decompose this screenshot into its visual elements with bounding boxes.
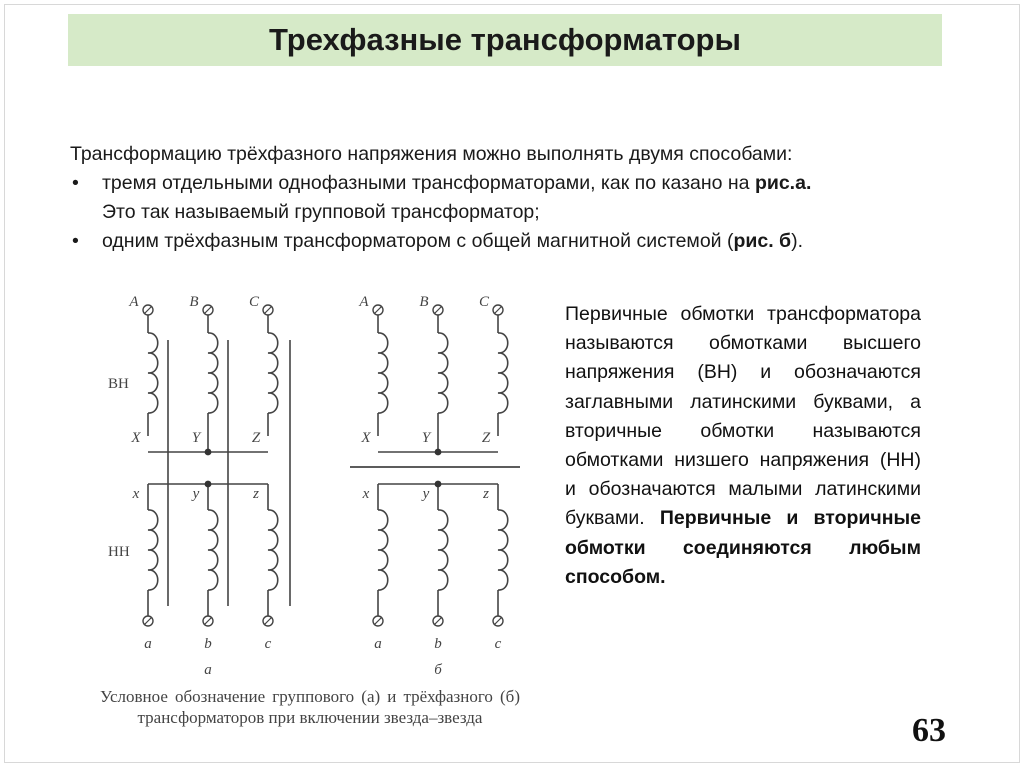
left-label-b: b (204, 636, 212, 652)
slide-title: Трехфазные трансформаторы (269, 22, 741, 57)
right-primary-star-point (435, 449, 442, 456)
side-text-bold: Первичные и вторичные обмотки соединяются любым способом. (565, 507, 921, 588)
method-list (70, 169, 970, 256)
right-label-y: y (422, 486, 430, 502)
page-number: 63 (912, 712, 946, 749)
intro-lead: Трансформацию трёхфазного напряжения можно выполнять двумя способами: (70, 143, 793, 165)
left-lv-label: НН (108, 544, 130, 560)
left-primary-star-point (205, 449, 212, 456)
method-2-ref: рис. б (733, 230, 792, 252)
right-label-A: A (359, 294, 369, 310)
right-secondary-coil-0 (378, 510, 388, 590)
left-label-y: y (192, 486, 200, 502)
right-primary-coil-1 (438, 333, 448, 413)
right-label-Z: Z (481, 430, 491, 446)
right-label-b: b (434, 636, 442, 652)
right-label-X: X (361, 430, 371, 446)
method-1-cont: Это так называемый групповой трансформатор; (102, 201, 540, 223)
left-label-c: c (264, 636, 272, 652)
left-label-a: a (144, 636, 152, 652)
right-primary-coil-0 (378, 333, 388, 413)
right-figure-label: б (434, 662, 442, 678)
left-primary-coil-1 (208, 333, 218, 413)
figure-caption: Условное обозначение группового (а) и трёхфазного (б) трансформаторов при включении звезда–звезда (100, 687, 520, 727)
method-item-group (70, 169, 970, 227)
right-label-Y: Y (421, 430, 431, 446)
right-primary-coil-2 (498, 333, 508, 413)
right-label-c: c (494, 636, 502, 652)
left-secondary-coil-1 (208, 510, 218, 590)
bullet-icon: • (72, 172, 79, 194)
left-hv-label: ВН (108, 376, 129, 392)
method-1-text: тремя отдельными однофазными трансформаторами, как по казано на (102, 172, 755, 194)
method-item-three-phase (70, 227, 970, 256)
left-secondary-star-point (205, 481, 212, 488)
right-label-B: B (419, 294, 429, 310)
transformer-schematic (100, 288, 520, 688)
left-label-B: B (189, 294, 199, 310)
left-primary-coil-2 (268, 333, 278, 413)
side-text-plain: Первичные обмотки трансформатора называются обмотками высшего напряжения (ВН) и обозначаются заглавными латинскими буквами, а вторичные обмотки называются обмотками низшего напряжения (НН) и обозначаются малыми латинскими буквами. (565, 303, 921, 530)
right-label-a: a (374, 636, 382, 652)
left-primary-coil-0 (148, 333, 158, 413)
left-label-z: z (253, 486, 259, 502)
title-bar (68, 14, 942, 66)
method-1-ref: рис.а. (754, 172, 812, 194)
bullet-icon: • (72, 230, 79, 252)
left-label-C: C (248, 294, 260, 310)
side-paragraph (565, 300, 921, 592)
left-label-x: x (132, 486, 140, 502)
side-explanation (565, 300, 921, 592)
right-label-C: C (478, 294, 490, 310)
right-secondary-star-point (435, 481, 442, 488)
right-secondary-coil-2 (498, 510, 508, 590)
intro-text (70, 140, 970, 256)
left-label-A: A (129, 294, 139, 310)
method-2-text: одним трёхфазным трансформатором с общей магнитной системой ( (102, 230, 734, 252)
left-secondary-coil-2 (268, 510, 278, 590)
left-figure-label: а (204, 662, 212, 678)
left-label-X: X (131, 430, 141, 446)
method-2-end: ). (791, 230, 804, 252)
right-secondary-coil-1 (438, 510, 448, 590)
transformer-figure (100, 288, 520, 758)
right-label-x: x (362, 486, 370, 502)
left-label-Z: Z (251, 430, 261, 446)
left-label-Y: Y (191, 430, 201, 446)
left-secondary-coil-0 (148, 510, 158, 590)
right-label-z: z (483, 486, 489, 502)
